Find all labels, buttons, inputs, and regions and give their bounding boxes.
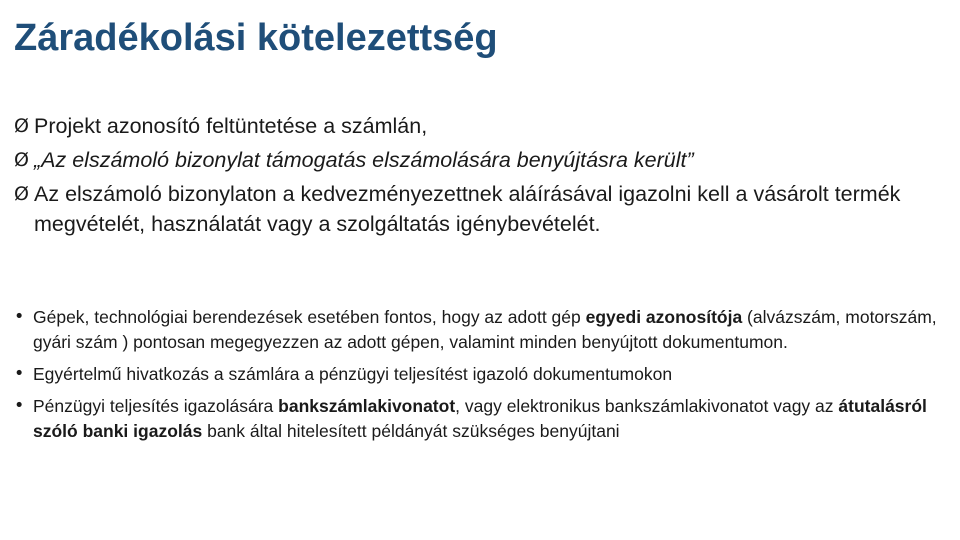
arrow-bullet-icon: Ø	[14, 115, 29, 137]
bullet-dot-icon: •	[14, 364, 25, 384]
bullet-list-item	[14, 362, 949, 387]
bullet-list-item	[14, 305, 949, 355]
bullet-dot-icon: •	[14, 307, 25, 327]
bullet-text-segment: Pénzügyi teljesítés igazolására	[33, 396, 279, 416]
bullet-list-item	[14, 394, 949, 444]
arrow-bullet-icon: Ø	[14, 149, 29, 171]
bullet-text-segment: (alvázszám, motorszám, gyári szám ) pontosan megegyezzen az adott gépen, valamint minden benyújtott dokumentumon.	[33, 307, 937, 352]
arrow-item-text: Az elszámoló bizonylaton a kedvezményezettnek aláírásával igazolni kell a vásárolt termék megvételét, használatát vagy a szolgáltatás igénybevételét.	[34, 182, 901, 236]
bullet-text-segment: Gépek, technológiai berendezések esetében fontos, hogy az adott gép	[33, 307, 586, 327]
arrow-list-item	[14, 111, 944, 141]
bullet-bold-segment: egyedi azonosítója	[585, 307, 743, 327]
bullet-item-text	[33, 307, 937, 352]
arrow-list-item	[14, 179, 944, 239]
arrow-bullet-list	[14, 111, 944, 243]
bullet-item-text	[33, 396, 927, 441]
arrow-item-text: „Az elszámoló bizonylat támogatás elszámolására benyújtásra került”	[34, 148, 694, 172]
bullet-bold-segment: átutalásról szóló banki igazolás	[33, 396, 927, 441]
slide-title: Záradékolási kötelezettség	[14, 17, 498, 59]
bullet-text-segment: , vagy elektronikus bankszámlakivonatot vagy az	[455, 396, 839, 416]
arrow-list-item	[14, 145, 944, 175]
bullet-text-segment: bank által hitelesített példányát szükséges benyújtani	[202, 421, 620, 441]
bullet-bold-segment: bankszámlakivonatot	[278, 396, 456, 416]
dot-bullet-list	[14, 305, 949, 451]
bullet-item-text: Egyértelmű hivatkozás a számlára a pénzügyi teljesítést igazoló dokumentumokon	[33, 364, 673, 384]
arrow-item-text: Projekt azonosító feltüntetése a számlán,	[34, 114, 428, 138]
arrow-bullet-icon: Ø	[14, 183, 29, 205]
bullet-dot-icon: •	[14, 396, 25, 416]
